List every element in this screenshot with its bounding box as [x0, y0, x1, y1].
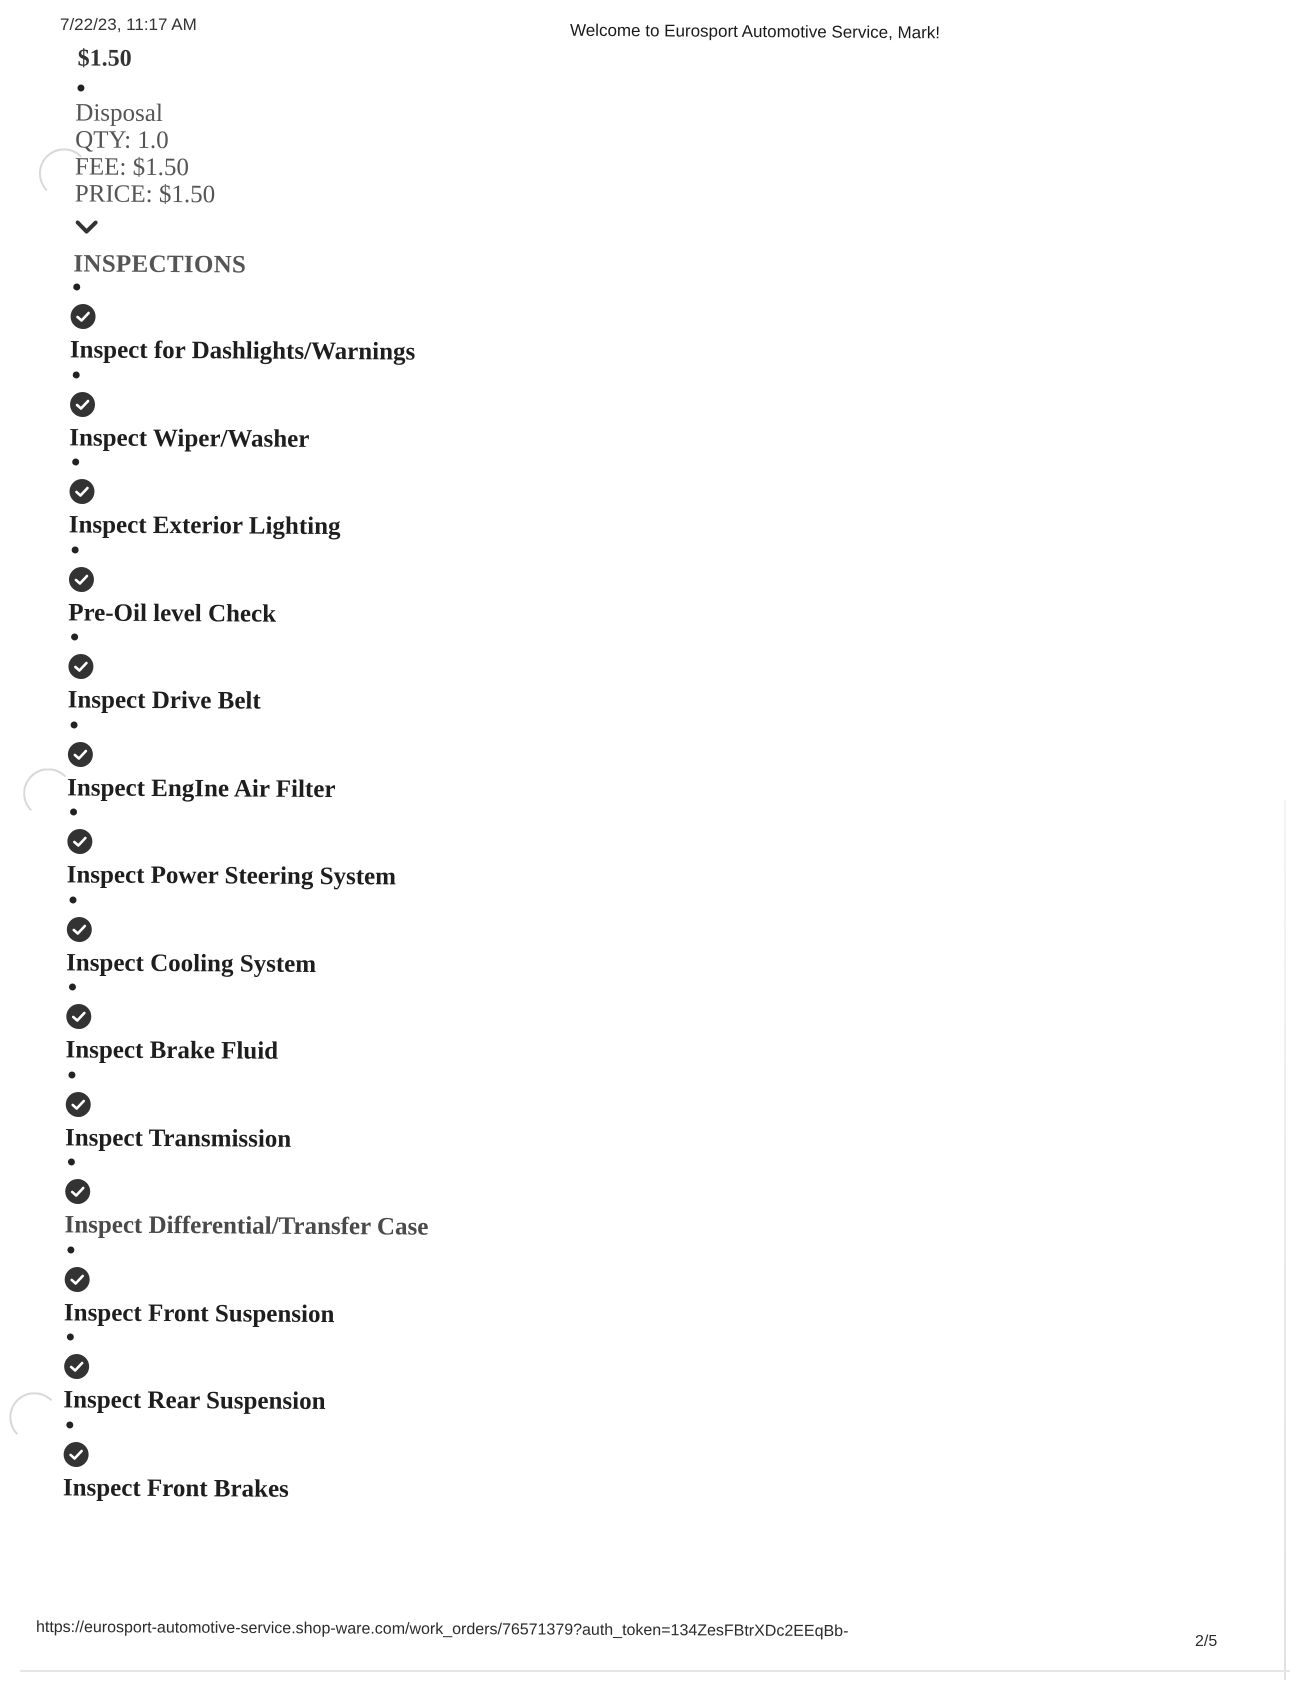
inspection-item-label: Inspect Cooling System	[66, 948, 317, 978]
inspection-item-label: Inspect Brake Fluid	[65, 1036, 279, 1065]
print-header-datetime: 7/22/23, 11:17 AM	[60, 15, 197, 34]
inspection-bullet	[72, 546, 79, 553]
paper-edge-bottom	[20, 1670, 1290, 1672]
inspection-bullet	[68, 1158, 75, 1165]
print-header-welcome: Welcome to Eurosport Automotive Service, Mark!	[569, 20, 941, 43]
inspection-item-label: Inspect Front Brakes	[62, 1473, 289, 1503]
check-circle-icon	[67, 828, 93, 854]
check-circle-icon	[69, 478, 95, 504]
check-circle-icon	[64, 1266, 90, 1292]
fee-item-price: PRICE: $1.50	[74, 180, 216, 209]
inspection-item-label: Inspect Differential/Transfer Case	[64, 1211, 429, 1241]
inspection-bullet	[67, 1246, 74, 1253]
inspection-bullet	[69, 983, 76, 990]
chevron-down-icon[interactable]	[76, 220, 98, 234]
paper-edge-right	[1284, 800, 1286, 1680]
inspection-bullet	[72, 458, 79, 465]
inspection-item-label: Inspect Wiper/Washer	[69, 423, 310, 453]
check-circle-icon	[70, 303, 96, 329]
scan-mark	[39, 148, 89, 198]
inspection-bullet	[71, 721, 78, 728]
check-circle-icon	[68, 653, 94, 679]
check-circle-icon	[64, 1353, 90, 1379]
inspection-item-label: Inspect Drive Belt	[67, 686, 261, 715]
check-circle-icon	[68, 566, 94, 592]
fee-item-fee: FEE: $1.50	[74, 153, 189, 182]
footer-url: https://eurosport-automotive-service.shop-ware.com/work_orders/76571379?auth_token=134ZesFBtrXDc2EEqBb-	[35, 1618, 849, 1641]
check-circle-icon	[66, 916, 92, 942]
inspection-item-label: Inspect Transmission	[64, 1123, 292, 1153]
inspection-item-label: Inspect Front Suspension	[63, 1298, 335, 1328]
scan-mark	[23, 768, 73, 818]
check-circle-icon	[65, 1091, 91, 1117]
inspection-bullet	[69, 896, 76, 903]
check-circle-icon	[66, 1003, 92, 1029]
inspection-item-label: Inspect Exterior Lighting	[68, 511, 341, 541]
check-circle-icon	[63, 1441, 89, 1467]
scan-mark	[9, 1392, 59, 1442]
check-circle-icon	[65, 1178, 91, 1204]
fee-item-name: Disposal	[75, 99, 163, 127]
fee-item-bullet	[77, 84, 84, 91]
inspection-item-label: Inspect for Dashlights/Warnings	[69, 336, 416, 366]
inspections-title: INSPECTIONS	[73, 250, 247, 279]
inspection-bullet	[71, 633, 78, 640]
fee-item-top-price: $1.50	[77, 45, 132, 72]
check-circle-icon	[67, 741, 93, 767]
inspection-bullet	[67, 1333, 74, 1340]
inspection-item-label: Inspect EngIne Air Filter	[67, 773, 336, 803]
inspection-bullet	[73, 283, 80, 290]
inspection-item-label: Pre-Oil level Check	[68, 598, 277, 628]
inspection-bullet	[70, 808, 77, 815]
footer-page-number: 2/5	[1195, 1633, 1218, 1650]
inspection-item-label: Inspect Power Steering System	[66, 861, 397, 891]
inspection-item-label: Inspect Rear Suspension	[63, 1386, 326, 1416]
fee-item-qty: QTY: 1.0	[75, 126, 169, 155]
check-circle-icon	[69, 391, 95, 417]
inspection-bullet	[68, 1071, 75, 1078]
inspection-bullet	[66, 1421, 73, 1428]
inspection-bullet	[73, 371, 80, 378]
